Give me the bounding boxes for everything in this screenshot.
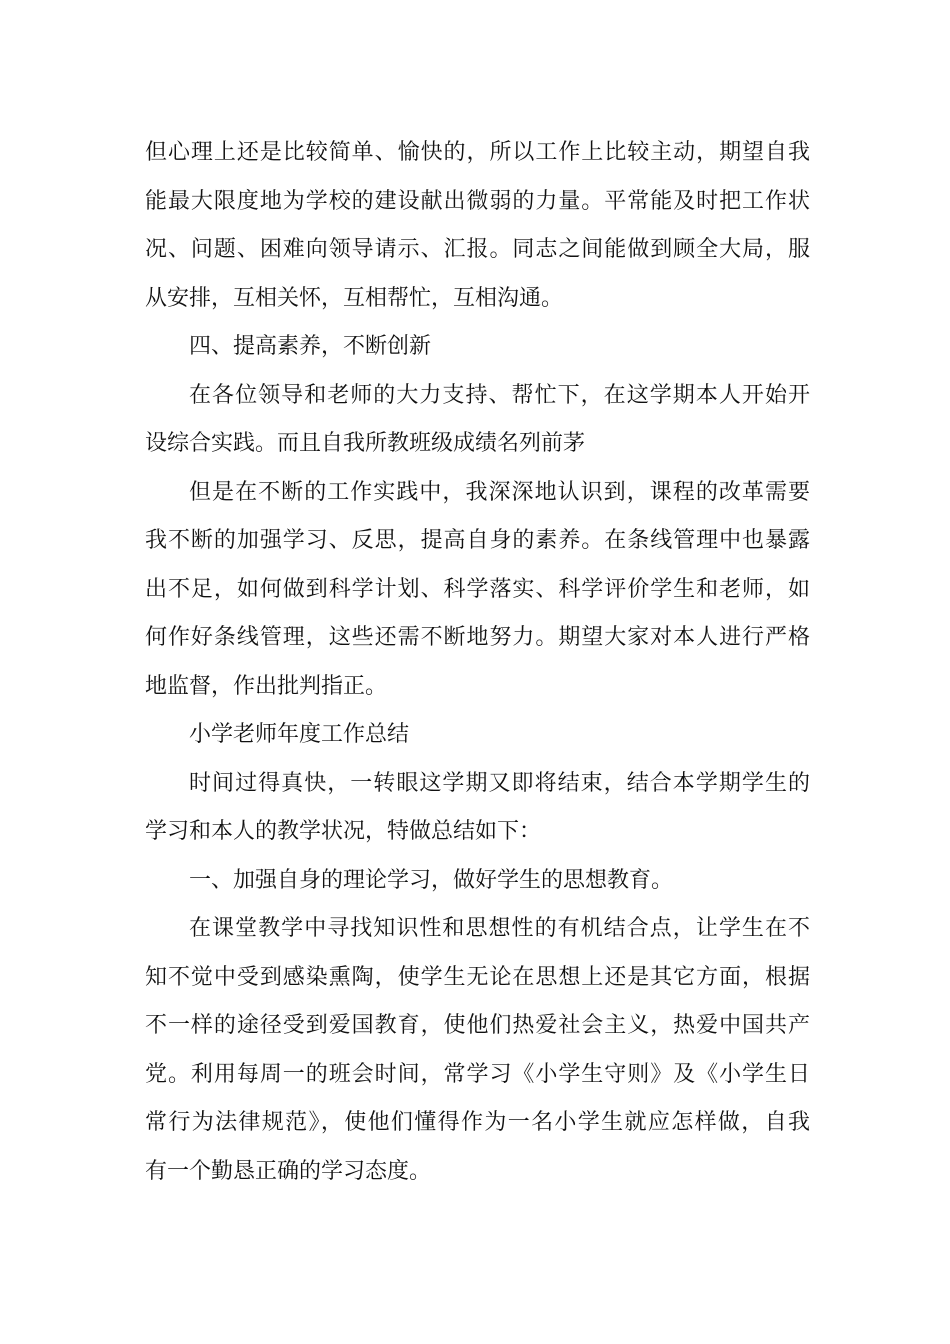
text-line: 但是在不断的工作实践中，我深深地认识到，课程的改革需要 xyxy=(189,479,810,505)
section-heading: 一、加强自身的理论学习，做好学生的思想教育。 xyxy=(189,867,674,893)
text-line: 从安排，互相关怀，互相帮忙，互相沟通。 xyxy=(145,285,564,311)
text-line: 况、问题、困难向领导请示、汇报。同志之间能做到顾全大局，服 xyxy=(145,237,810,262)
text-line: 不一样的途径受到爱国教育，使他们热爱社会主义，热爱中国共产 xyxy=(145,1013,810,1038)
text-line: 常行为法律规范》，使他们懂得作为一名小学生就应怎样做，自我 xyxy=(145,1110,810,1135)
document-body xyxy=(145,129,810,1196)
text-line: 我不断的加强学习、反思，提高自身的素养。在条线管理中也暴露 xyxy=(145,528,810,553)
text-line: 但心理上还是比较简单、愉快的，所以工作上比较主动，期望自我 xyxy=(145,140,810,165)
text-line: 时间过得真快，一转眼这学期又即将结束，结合本学期学生的 xyxy=(189,770,810,796)
text-line: 地监督，作出批判指正。 xyxy=(145,673,388,699)
text-line: 在各位领导和老师的大力支持、帮忙下，在这学期本人开始开 xyxy=(189,382,810,408)
text-line: 何作好条线管理，这些还需不断地努力。期望大家对本人进行严格 xyxy=(145,625,810,650)
document-title: 小学老师年度工作总结 xyxy=(189,722,410,747)
section-heading: 四、提高素养，不断创新 xyxy=(189,334,432,359)
text-line: 出不足，如何做到科学计划、科学落实、科学评价学生和老师，如 xyxy=(145,576,810,602)
text-line: 党。利用每周一的班会时间，常学习《小学生守则》及《小学生日 xyxy=(145,1061,810,1087)
text-line: 知不觉中受到感染熏陶，使学生无论在思想上还是其它方面，根据 xyxy=(145,964,810,990)
text-line: 设综合实践。而且自我所教班级成绩名列前茅 xyxy=(145,431,586,456)
text-line: 有一个勤恳正确的学习态度。 xyxy=(145,1158,432,1184)
text-line: 学习和本人的教学状况，特做总结如下： xyxy=(145,819,542,844)
text-line: 在课堂教学中寻找知识性和思想性的有机结合点，让学生在不 xyxy=(189,916,810,941)
text-line: 能最大限度地为学校的建设献出微弱的力量。平常能及时把工作状 xyxy=(145,188,810,214)
